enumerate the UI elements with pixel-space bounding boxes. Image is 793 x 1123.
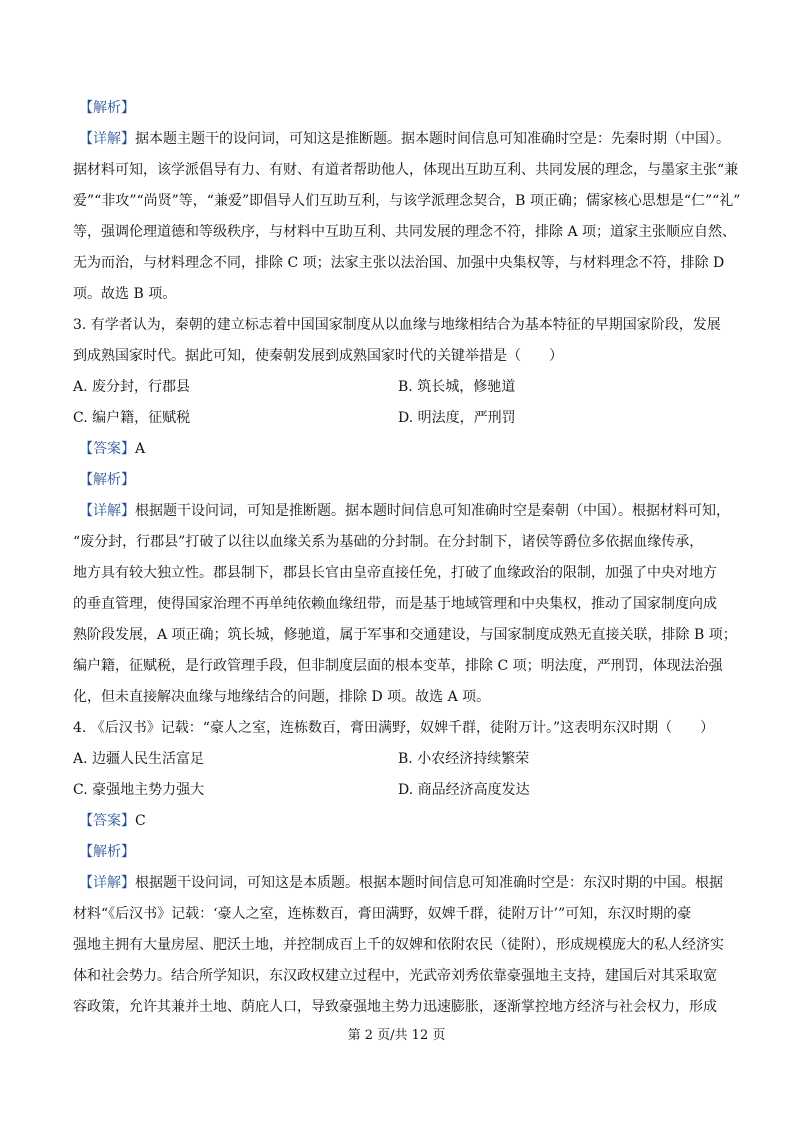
option-c: C. 编户籍，征赋税 (73, 410, 191, 426)
question-3-stem: 到成熟国家时代。据此可知，使秦朝发展到成熟国家时代的关键举措是（ ） (73, 348, 563, 364)
detail-text: 熟阶段发展，A 项正确；筑长城，修驰道，属于军事和交通建设，与国家制度成熟无直接关联，排除 B 项； (73, 627, 737, 643)
answer-line (73, 806, 723, 837)
page-footer: 第 2 页/共 12 页 (347, 1028, 446, 1043)
question-3-stem: 3. 有学者认为，秦朝的建立标志着中国国家制度从以血缘与地缘相结合为基本特征的早期国家阶段，发展 (73, 317, 721, 333)
analysis-label: 【解析】 (79, 844, 135, 860)
option-b: B. 小农经济持续繁荣 (398, 751, 530, 767)
detail-text: 地方具有较大独立性。郡县制下，郡县长官由皇帝直接任免，打破了血缘政治的限制，加强了中央对地方 (73, 565, 717, 581)
detail-text: 无为而治，与材料理念不同，排除 C 项；法家主张以法治国、加强中央集权等，与材料理念不符，排除 D (73, 255, 725, 271)
detail-text: 项。故选 B 项。 (73, 286, 177, 302)
option-d: D. 商品经济高度发达 (398, 782, 530, 798)
detail-text: “废分封，行郡县”打破了以往以血缘关系为基础的分封制。在分封制下，诸侯等爵位多依据血缘传承， (73, 534, 704, 550)
detail-text: 编户籍，征赋税，是行政管理手段，但非制度层面的根本变革，排除 C 项；明法度，严刑罚，体现法治强 (73, 658, 723, 674)
option-c: C. 豪强地主势力强大 (73, 782, 205, 798)
detail-text: 据材料可知，该学派倡导有力、有财、有道者帮助他人，体现出互助互利、共同发展的理念，与墨家主张“兼 (73, 162, 739, 178)
detail-text: 强地主拥有大量房屋、肥沃土地，并控制成百上千的奴婢和依附农民（徒附），形成规模庞大的私人经济实 (73, 937, 724, 953)
question-4-options (73, 775, 723, 806)
detail-paragraph (73, 496, 730, 527)
option-a: A. 边疆人民生活富足 (73, 751, 205, 767)
answer-line (73, 434, 723, 465)
analysis-label: 【解析】 (79, 472, 135, 488)
detail-label: 【详解】 (79, 875, 135, 891)
answer-value: A (135, 441, 146, 457)
analysis-label: 【解析】 (79, 100, 135, 116)
detail-text: 化，但未直接解决血缘与地缘结合的问题，排除 D 项。故选 A 项。 (73, 689, 491, 705)
detail-text: 的垂直管理，使得国家治理不再单纯依赖血缘纽带，而是基于地域管理和中央集权，推动了国家制度向成 (73, 596, 717, 612)
option-d: D. 明法度，严刑罚 (398, 410, 516, 426)
question-3-options (73, 372, 723, 403)
option-a: A. 废分封，行郡县 (73, 379, 191, 395)
detail-text: 根据题干设问词，可知这是本质题。根据本题时间信息可知准确时空是：东汉时期的中国。根据 (135, 875, 723, 891)
detail-text: 容政策，允许其兼并土地、荫庇人口，导致豪强地主势力迅速膨胀，逐渐掌控地方经济与社会权力，形成 (73, 999, 717, 1015)
detail-label: 【详解】 (79, 503, 135, 519)
detail-text: 等，强调伦理道德和等级秩序，与材料中互助互利、共同发展的理念不符，排除 A 项；道家主张顺应自然、 (73, 224, 737, 240)
detail-text: 据本题主题干的设问词，可知这是推断题。据本题时间信息可知准确时空是：先秦时期（中国）。 (135, 131, 730, 147)
document-content (73, 93, 741, 1023)
detail-text: 材料“《后汉书》记载：‘豪人之室，连栋数百，膏田满野，奴婢千群，徒附万计’”可知，东汉时期的豪 (73, 906, 692, 922)
detail-text: 根据题干设问词，可知是推断题。据本题时间信息可知准确时空是秦朝（中国）。根据材料可知， (135, 503, 730, 519)
detail-paragraph (73, 868, 723, 899)
detail-text: 体和社会势力。结合所学知识，东汉政权建立过程中，光武帝刘秀依靠豪强地主支持，建国后对其采取宽 (73, 968, 717, 984)
answer-label: 【答案】 (79, 441, 135, 457)
detail-paragraph (73, 124, 730, 155)
option-b: B. 筑长城，修驰道 (398, 379, 516, 395)
question-4-options (73, 744, 723, 775)
answer-label: 【答案】 (79, 813, 135, 829)
question-3-options (73, 403, 723, 434)
question-4-stem: 4. 《后汉书》记载：“豪人之室，连栋数百，膏田满野，奴婢千群，徒附万计。”这表明东汉时期（ ） (73, 720, 715, 736)
detail-label: 【详解】 (79, 131, 135, 147)
answer-value: C (135, 813, 146, 829)
detail-text: 爱”“非攻”“尚贤”等，“兼爱”即倡导人们互助互利，与该学派理念契合，B 项正确；儒家核心思想是“仁”“礼” (73, 193, 741, 209)
